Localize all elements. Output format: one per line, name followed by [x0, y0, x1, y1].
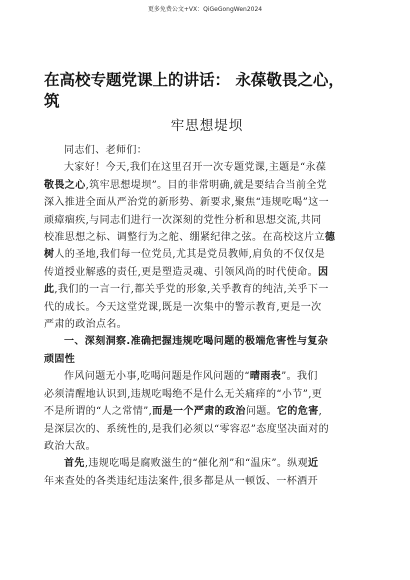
bold-text: 首先	[64, 458, 85, 470]
text-line	[44, 455, 370, 472]
bold-text: 它的危害	[277, 406, 319, 418]
salutation: 同志们、老师们：	[64, 145, 148, 156]
title-line-1: 在高校专题党课上的讲话： 永葆敬畏之心，	[44, 71, 344, 89]
text-segment: ,筑牢思想堤坝”。目的非常明确,就是要结合当前全党	[85, 179, 328, 191]
text-line	[44, 473, 370, 490]
text-segment: 作风问题无小事,吃喝问题是作风问题的“	[64, 371, 250, 383]
paragraph-first-point	[44, 455, 370, 490]
bold-text: 因	[317, 266, 329, 278]
bold-text: 树	[44, 249, 55, 261]
text-segment: ,我们的一言一行,都关乎党的形象,关乎教育的纯洁,关乎下一	[54, 284, 329, 296]
text-segment: ”。我们	[281, 371, 318, 383]
text-line	[44, 159, 370, 176]
text-segment: 人的圣地,我们每一位党员,尤其是党员教师,肩负的不仅仅是	[54, 249, 326, 261]
document-subtitle: 牢思想堤坝	[170, 118, 244, 134]
bold-text: 德	[324, 232, 336, 244]
text-segment: 传道授业解惑的责任,更是塑造灵魂、引领风尚的时代使命。	[44, 266, 318, 278]
text-line	[44, 177, 370, 194]
text-segment: 政治大敌。	[44, 440, 96, 452]
text-line	[44, 438, 370, 455]
text-line	[44, 246, 370, 263]
text-segment: 年来查处的各类违纪违法案件,很多都是从一顿饭、一杯酒开	[44, 475, 318, 487]
text-segment: 大家好！今天,我们在这里召开一次专题党课,主题是“永葆	[64, 162, 327, 174]
section-heading-line-2: 顽固性	[44, 353, 76, 365]
text-line	[44, 194, 370, 211]
text-line	[44, 368, 370, 385]
paragraph-intro	[44, 159, 370, 333]
text-line	[44, 403, 370, 420]
text-segment: ,违规吃喝是腐败滋生的“催化剂”和“温床”。纵观	[84, 458, 309, 470]
paragraph-style-issue	[44, 368, 370, 455]
text-segment: 顽瘴痼疾,与同志们进行一次深刻的党性分析和思想交流,共同	[44, 214, 322, 226]
title-line-2: 筑	[44, 92, 60, 110]
document-title	[44, 70, 370, 112]
bold-text: 近	[308, 458, 319, 470]
text-line	[44, 212, 370, 229]
text-segment: 不是所谓的“人之常情”,	[44, 406, 153, 418]
text-line	[44, 264, 370, 281]
text-segment: ,	[318, 406, 323, 418]
document-body	[44, 70, 370, 490]
text-segment: 代的成长。今天这堂党课,既是一次集中的警示教育,更是一次	[44, 301, 322, 313]
text-line	[44, 316, 370, 333]
text-segment: 校准思想之标、调整行为之舵、绷紧纪律之弦。在高校这片立	[44, 232, 325, 244]
section-heading-line-1: 一、深刻洞察.准确把握违规吃喝问题的极端危害性与复杂	[64, 336, 329, 348]
bold-text: 晴雨表	[249, 371, 282, 383]
text-line	[44, 229, 370, 246]
text-line	[44, 421, 370, 438]
text-segment: 问题。	[245, 406, 278, 418]
text-segment: 严肃的政治点名。	[44, 319, 128, 331]
text-segment: 必须清醒地认识到,违规吃喝绝不是什么无关痛痒的“小节”,更	[44, 388, 323, 400]
bold-text: 敬畏之心	[44, 179, 86, 191]
header-note: 更多免费公文+VX：QiGeGongWen2024	[147, 6, 263, 13]
text-segment: 深入推进全面从严治党的新形势、新要求,聚焦“违规吃喝”这一	[44, 197, 330, 209]
bold-text: 而是一个严肃的政治	[152, 406, 246, 418]
text-line	[44, 299, 370, 316]
bold-text: 此	[44, 284, 55, 296]
text-segment: 是深层次的、系统性的,是我们必须以“零容忍”态度坚决面对的	[44, 423, 330, 435]
text-line	[44, 386, 370, 403]
text-line	[44, 281, 370, 298]
